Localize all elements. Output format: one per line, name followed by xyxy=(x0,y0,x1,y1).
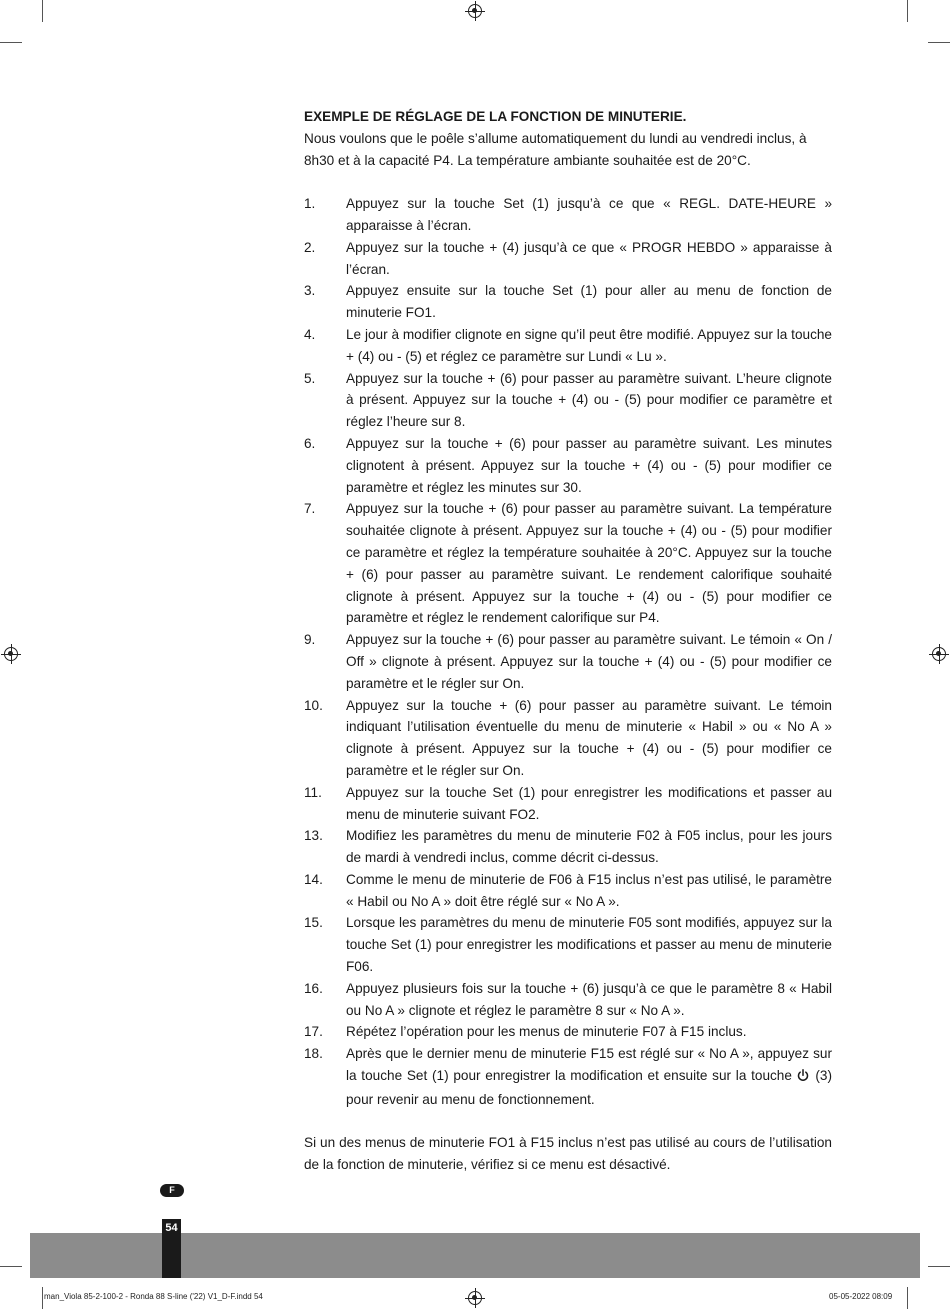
list-item xyxy=(304,498,832,629)
step-text: Comme le menu de minuterie de F06 à F15 inclus n’est pas utilisé, le paramètre « Habil ou No A » doit être réglé sur « No A ». xyxy=(346,871,832,909)
registration-mark-icon xyxy=(4,647,18,661)
step-number: 17. xyxy=(304,1024,323,1040)
intro-paragraph: Nous voulons que le poêle s’allume automatiquement du lundi au vendredi inclus, à 8h30 et à la capacité P4. La température ambiante souhaitée est de 20°C. xyxy=(304,130,807,168)
list-item xyxy=(304,237,832,281)
registration-mark-icon xyxy=(468,4,482,18)
list-item xyxy=(304,825,832,869)
step-text: Appuyez sur la touche + (4) jusqu’à ce que « PROGR HEBDO » apparaisse à l’écran. xyxy=(346,239,832,277)
list-item xyxy=(304,1043,832,1110)
step-number: 6. xyxy=(304,435,316,451)
step-number: 14. xyxy=(304,871,323,887)
step-text: Appuyez sur la touche + (6) pour passer au paramètre suivant. La température souhaitée clignote à présent. Appuyez sur la touche + (4) ou - (5) pour modifier ce paramètre et réglez la température souhaitée à 20°C. Appuyez sur la touche + (6) pour passer au paramètre suivant. Le rendement calorifique souhaité clignote à présent. Appuyez sur la touche + (4) ou - (5) pour modifier ce paramètre et réglez le rendement calorifique sur P4. xyxy=(346,501,832,626)
step-text xyxy=(346,1043,832,1110)
step-text-part: Après que le dernier menu de minuterie F15 est réglé sur « No A », appuyez sur la touche Set (1) pour enregistrer la modification et ensuite sur la touche xyxy=(346,1046,832,1084)
step-number: 1. xyxy=(304,196,316,212)
step-text: Appuyez sur la touche Set (1) jusqu’à ce que « REGL. DATE-HEURE » apparaisse à l’écran. xyxy=(346,196,832,233)
steps-list xyxy=(304,193,832,1110)
list-item xyxy=(304,280,832,324)
step-text: Appuyez sur la touche + (6) pour passer au paramètre suivant. L’heure clignote à présent. Appuyez sur la touche + (4) ou - (5) pour modifier ce paramètre et réglez l’heure sur 8. xyxy=(346,370,832,430)
step-number: 16. xyxy=(304,980,323,996)
list-item xyxy=(304,433,832,498)
registration-mark-icon xyxy=(932,647,946,661)
step-number: 2. xyxy=(304,239,316,255)
list-item xyxy=(304,978,832,1022)
footer-file-name: man_Viola 85-2-100-2 - Ronda 88 S-line ('22) V1_D-F.indd 54 xyxy=(44,1292,263,1301)
crop-mark xyxy=(907,0,908,22)
crop-mark xyxy=(907,1287,908,1309)
list-item xyxy=(304,629,832,694)
language-badge: F xyxy=(160,1184,184,1197)
step-text: Lorsque les paramètres du menu de minuterie F05 sont modifiés, appuyez sur la touche Set (1) pour enregistrer les modifications et passer au menu de minuterie F06. xyxy=(346,915,832,975)
step-number: 15. xyxy=(304,915,323,931)
list-item xyxy=(304,193,832,237)
step-text: Appuyez sur la touche + (6) pour passer au paramètre suivant. Le témoin indiquant l’utilisation éventuelle du menu de minuterie « Habil » ou « No A » clignote à présent. Appuyez sur la touche + (4) ou - (5) pour modifier ce paramètre et le régler sur On. xyxy=(346,697,832,778)
section-heading: EXEMPLE DE RÉGLAGE DE LA FONCTION DE MINUTERIE. xyxy=(304,109,687,124)
footer-date: 05-05-2022 08:09 xyxy=(829,1292,893,1301)
list-item xyxy=(304,368,832,433)
step-text-part: (3) pour revenir au menu de fonctionnement. xyxy=(346,1068,832,1107)
list-item xyxy=(304,869,832,913)
step-text: Modifiez les paramètres du menu de minuterie F02 à F05 inclus, pour les jours de mardi à vendredi inclus, comme décrit ci-dessus. xyxy=(346,828,832,866)
step-number: 11. xyxy=(304,784,322,800)
step-text: Appuyez ensuite sur la touche Set (1) pour aller au menu de fonction de minuterie FO1. xyxy=(346,283,832,321)
list-item xyxy=(304,1021,832,1043)
closing-paragraph: Si un des menus de minuterie FO1 à F15 inclus n’est pas utilisé au cours de l’utilisation de la fonction de minuterie, vérifiez si ce menu est désactivé. xyxy=(304,1135,832,1173)
registration-mark-icon xyxy=(468,1291,482,1305)
step-number: 10. xyxy=(304,697,323,713)
list-item xyxy=(304,782,832,826)
list-item xyxy=(304,324,832,368)
step-text: Appuyez sur la touche + (6) pour passer au paramètre suivant. Les minutes clignotent à présent. Appuyez sur la touche + (4) ou - (5) pour modifier ce paramètre et réglez les minutes sur 30. xyxy=(346,435,832,495)
step-number: 13. xyxy=(304,828,323,844)
power-icon xyxy=(797,1067,809,1089)
list-item xyxy=(304,695,832,782)
step-number: 5. xyxy=(304,370,316,386)
crop-mark xyxy=(0,42,22,43)
step-text: Répétez l’opération pour les menus de minuterie F07 à F15 inclus. xyxy=(346,1024,747,1040)
step-number: 9. xyxy=(304,632,316,648)
crop-mark xyxy=(0,1266,22,1267)
crop-mark xyxy=(42,1287,43,1309)
step-number: 3. xyxy=(304,283,316,299)
step-text: Appuyez sur la touche Set (1) pour enregistrer les modifications et passer au menu de minuterie suivant FO2. xyxy=(346,784,832,822)
instruction-content xyxy=(304,106,832,1176)
page-number: 54 xyxy=(162,1219,181,1278)
step-text: Le jour à modifier clignote en signe qu’il peut être modifié. Appuyez sur la touche + (4) ou - (5) et réglez ce paramètre sur Lundi « Lu ». xyxy=(346,326,832,364)
list-item xyxy=(304,912,832,977)
crop-mark xyxy=(42,0,43,22)
step-text: Appuyez sur la touche + (6) pour passer au paramètre suivant. Le témoin « On / Off » clignote à présent. Appuyez sur la touche + (4) ou - (5) pour modifier ce paramètre et le régler sur On. xyxy=(346,632,832,691)
step-number: 4. xyxy=(304,326,316,342)
step-number: 18. xyxy=(304,1046,323,1062)
crop-mark xyxy=(928,42,950,43)
step-number: 7. xyxy=(304,501,316,517)
crop-mark xyxy=(928,1266,950,1267)
step-text: Appuyez plusieurs fois sur la touche + (6) jusqu’à ce que le paramètre 8 « Habil ou No A » clignote et réglez le paramètre 8 sur « No A ». xyxy=(346,980,832,1018)
